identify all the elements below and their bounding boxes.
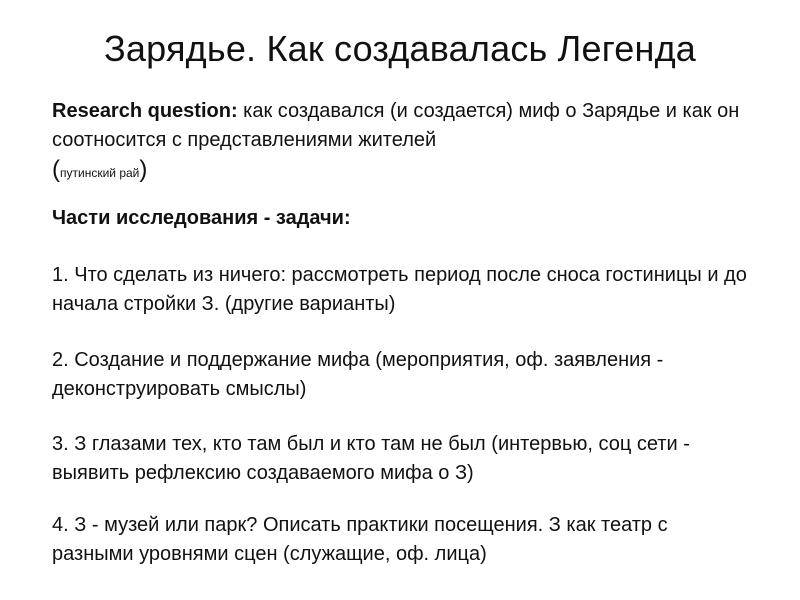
task-item-4: 4. З - музей или парк? Описать практики посещения. З как театр с разными уровнями сцен (служащие, оф. лица) xyxy=(52,514,668,565)
research-question-note: путинский рай xyxy=(60,166,140,180)
note-open-paren: ( xyxy=(52,156,60,183)
research-question-label: Research question: xyxy=(52,100,238,122)
task-item-3: 3. З глазами тех, кто там был и кто там не был (интервью, соц сети - выявить рефлексию создаваемого мифа о З) xyxy=(52,433,690,484)
task-item-2: 2. Создание и поддержание мифа (мероприятия, оф. заявления - деконструировать смыслы) xyxy=(52,349,664,400)
tasks-heading: Части исследования - задачи: xyxy=(52,207,351,229)
research-question xyxy=(52,97,752,188)
slide-title: Зарядье. Как создавалась Легенда xyxy=(103,28,696,69)
research-question-text: как создавался (и создается) миф о Зарядье и как он соотносится с представлениями жителей xyxy=(52,100,740,151)
note-close-paren: ) xyxy=(139,156,148,183)
task-item-1: 1. Что сделать из ничего: рассмотреть период после сноса гостиницы и до начала стройки З. (другие варианты) xyxy=(52,264,747,315)
